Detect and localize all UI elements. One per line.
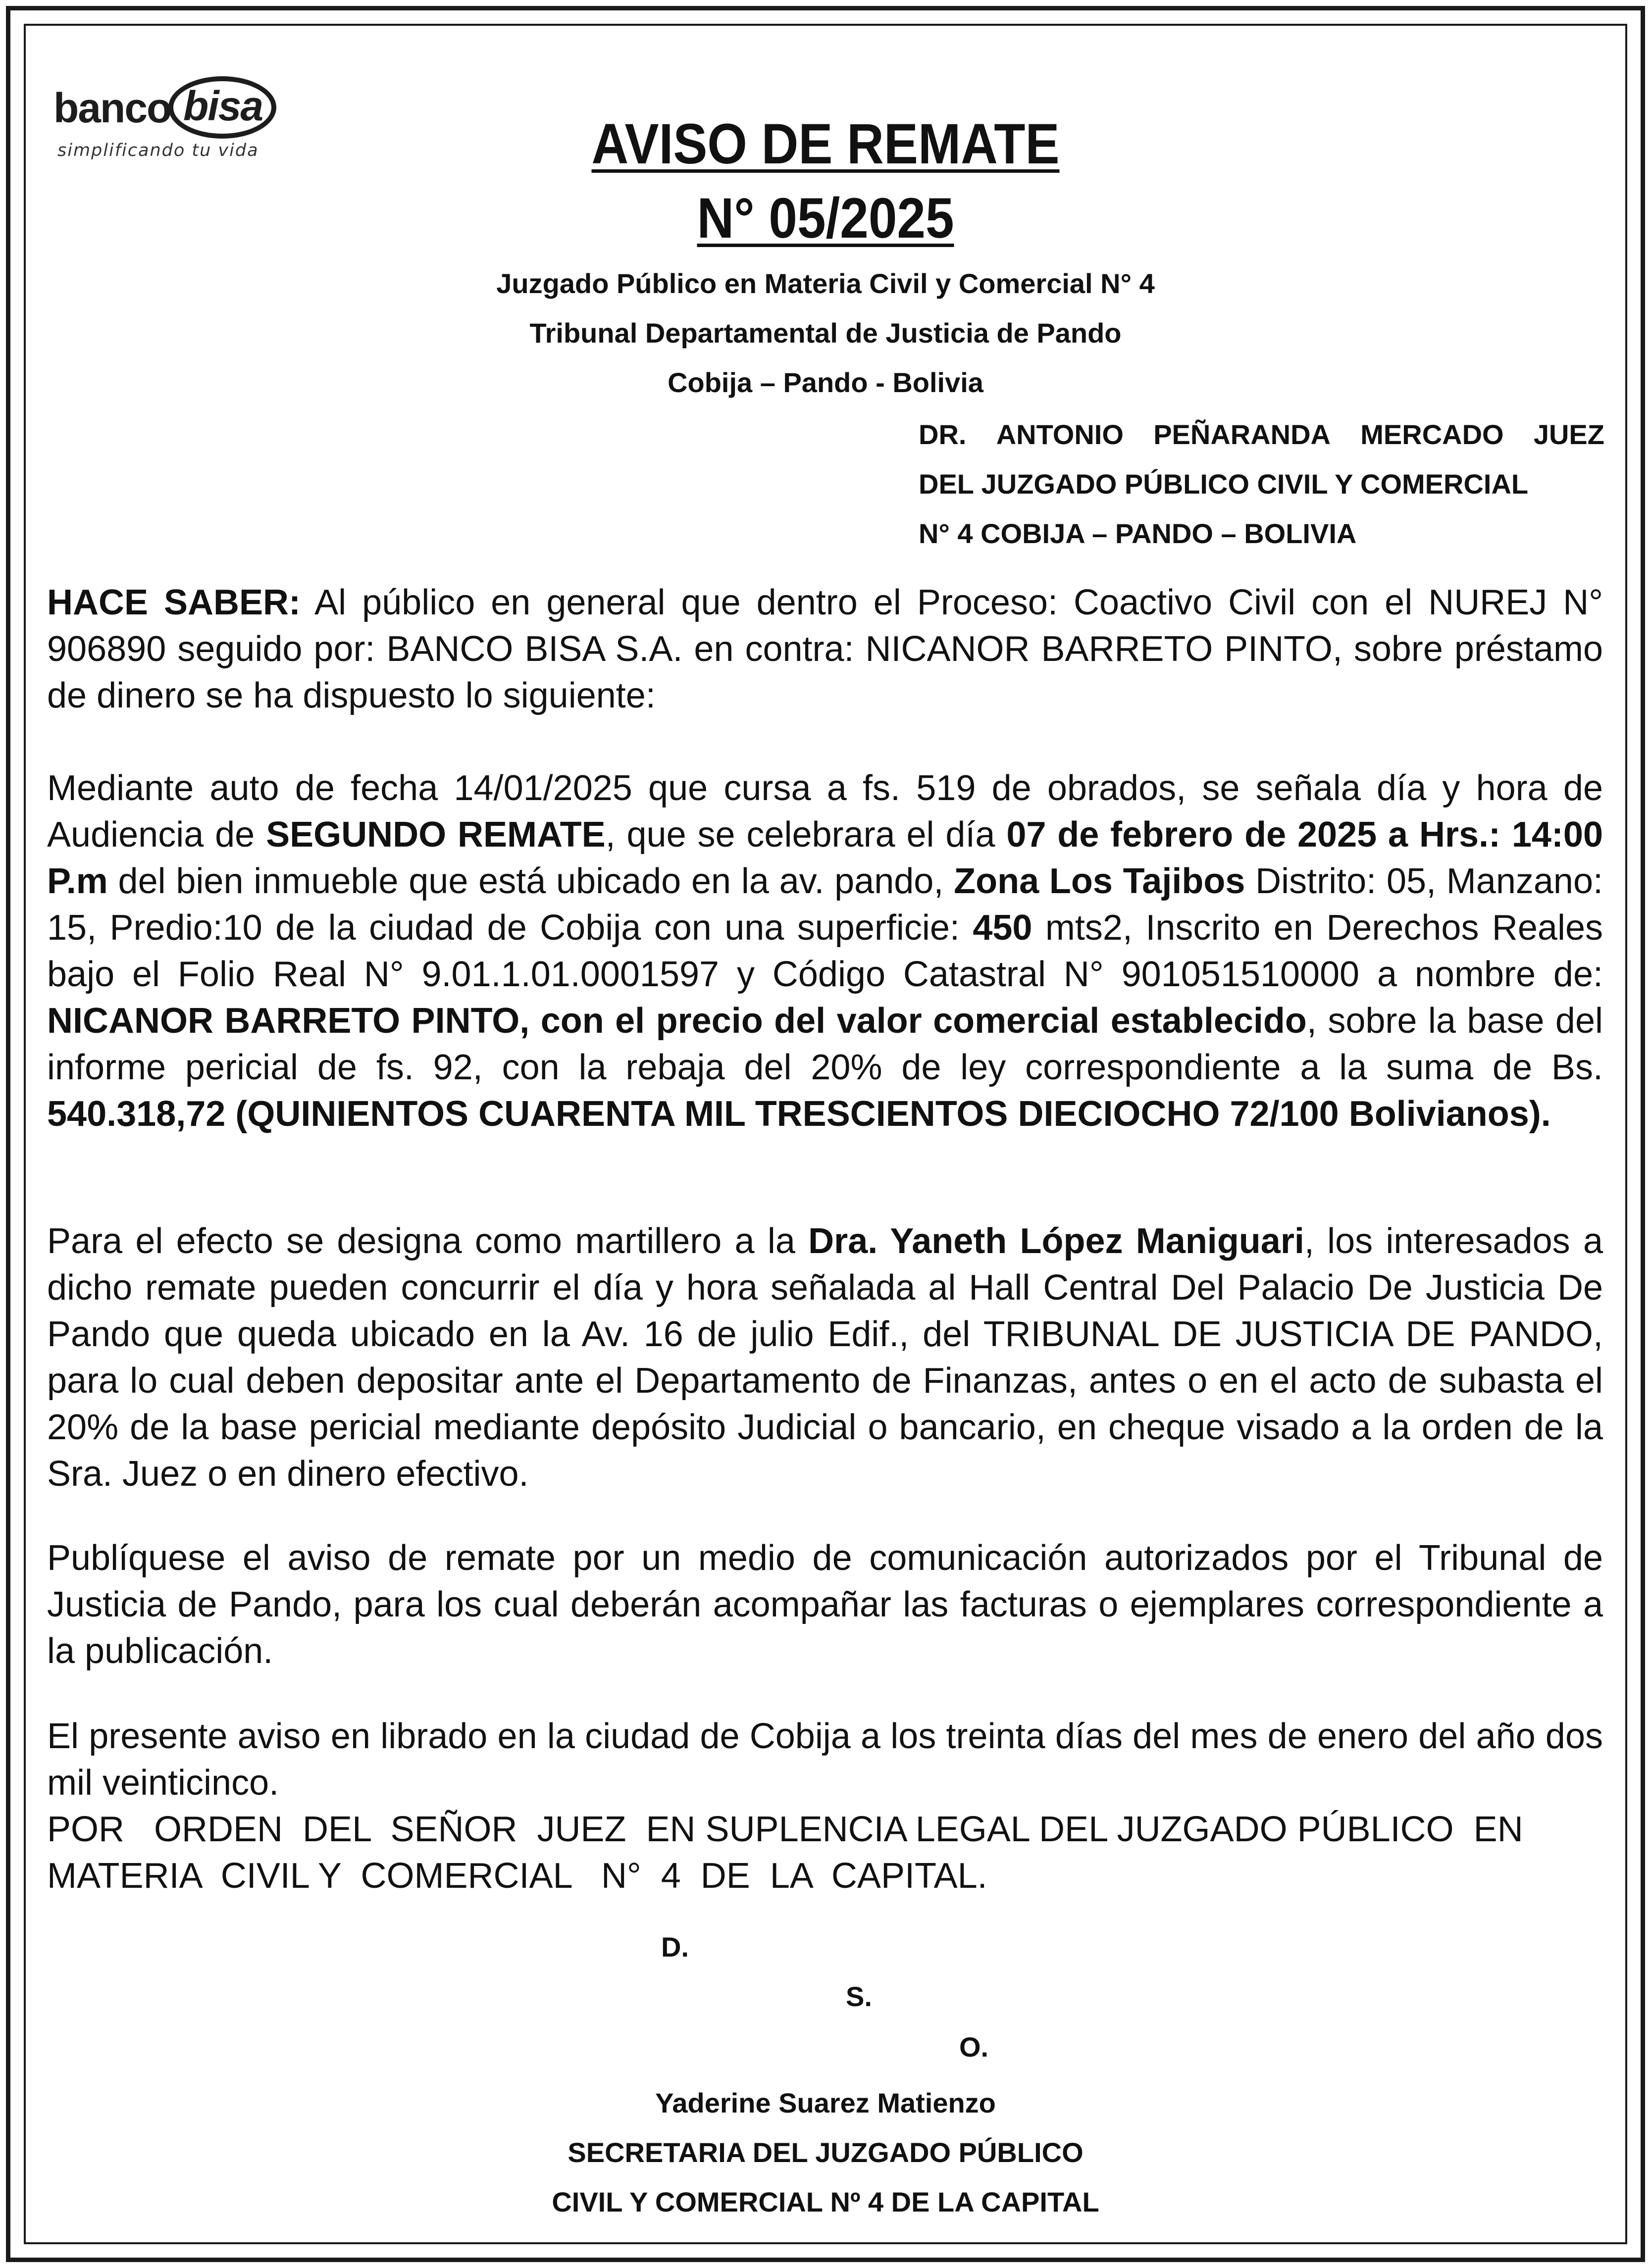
base-price: 540.318,72 (QUINIENTOS CUARENTA MIL TRESCIENTOS DIECIOCHO 72/100 Bolivianos).: [47, 1094, 1551, 1134]
auctioneer-name: Dra. Yaneth López Maniguari: [808, 1221, 1304, 1261]
judge-line-2: DEL JUZGADO PÚBLICO CIVIL Y COMERCIAL: [919, 468, 1529, 500]
judge-title: DR.: [919, 419, 967, 450]
paragraph-text: Al público en general que dentro el Proceso: Coactivo Civil con el NUREJ N° 906890 seguido por: BANCO BISA S.A. en contra: NICANOR BARRETO PINTO, sobre préstamo de dinero se ha dispuesto lo siguiente:: [47, 583, 1603, 715]
property-area: 450: [973, 908, 1032, 948]
text-run: , los interesados a dicho remate pueden concurrir el día y hora señalada al Hall Central Del Palacio De Justicia De Pando que queda ubicado en la Av. 16 de julio Edif., del TRIBUNAL DE JUSTICIA DE PANDO, para lo cual deben depositar ante el Departamento de Finanzas, antes o en el acto de subasta el 20% de la base pericial mediante depósito Judicial o bancario, en cheque visado a la orden de la Sra. Juez o en dinero efectivo.: [47, 1221, 1603, 1494]
judge-line-1: [919, 418, 1604, 451]
location: Cobija – Pando - Bolivia: [668, 367, 983, 398]
judge-surname-1: PEÑARANDA: [1153, 419, 1331, 450]
text-run: , que se celebrara el día: [605, 815, 1007, 855]
paragraph-auction-details: [47, 765, 1603, 1137]
logo-banco-text: banco: [53, 85, 171, 131]
signer-name: Yaderine Suarez Matienzo: [655, 2087, 996, 2118]
logo-tagline: simplificando tu vida: [57, 141, 259, 160]
signer-title-2: CIVIL Y COMERCIAL Nº 4 DE LA CAPITAL: [552, 2186, 1099, 2218]
text-run: , sobre la base del informe pericial de fs. 92, con la rebaja del 20% de ley correspondiente a la suma de Bs.: [47, 1001, 1603, 1087]
paragraph-text: POR ORDEN DEL SEÑOR JUEZ EN SUPLENCIA LEGAL DEL JUZGADO PÚBLICO EN MATERIA CIVIL Y COMERCIAL N° 4 DE LA CAPITAL.: [47, 1810, 1533, 1896]
judge-line-3: N° 4 COBIJA – PANDO – BOLIVIA: [919, 518, 1357, 549]
owner-name: NICANOR BARRETO PINTO, con el precio del valor comercial establecido: [47, 1001, 1307, 1041]
auction-date: 07 de febrero de 2025 a Hrs.: 14:00 P.m: [47, 815, 1603, 901]
paragraph-publication: [47, 1535, 1603, 1674]
logo-bisa-text: bisa: [183, 83, 263, 129]
text-run: mts2, Inscrito en Derechos Reales bajo el Folio Real N° 9.01.1.01.0001597 y Código Catastral N° 901051510000 a nombre de:: [47, 908, 1603, 994]
text-run: Distrito: 05, Manzano: 15, Predio:10 de la ciudad de Cobija con una superficie:: [47, 861, 1603, 948]
judge-surname-2: MERCADO: [1360, 419, 1504, 450]
text-run: Para el efecto se designa como martillero a la: [47, 1221, 809, 1261]
paragraph-order: [47, 1806, 1603, 1899]
judge-role: JUEZ: [1533, 419, 1604, 450]
court-name: Juzgado Público en Materia Civil y Comercial N° 4: [496, 268, 1155, 299]
paragraph-auctioneer: [47, 1218, 1603, 1497]
tribunal-name: Tribunal Departamental de Justicia de Pando: [529, 317, 1122, 349]
notice-number: N° 05/2025: [697, 187, 954, 250]
auction-type: SEGUNDO REMATE: [266, 815, 606, 855]
paragraph-text: Publíquese el aviso de remate por un medio de comunicación autorizados por el Tribunal de Justicia de Pando, para los cual deberán acompañar las facturas o ejemplares correspondiente a la publicación.: [47, 1538, 1603, 1671]
closing-d: D.: [661, 1931, 689, 1963]
property-zone: Zona Los Tajibos: [954, 861, 1245, 901]
paragraph-hace-saber: [47, 579, 1603, 719]
paragraph-text: El presente aviso en librado en la ciudad de Cobija a los treinta días del mes de enero del año dos mil veinticinco.: [47, 1716, 1603, 1803]
signer-title-1: SECRETARIA DEL JUZGADO PÚBLICO: [568, 2137, 1083, 2168]
judge-first-name: ANTONIO: [996, 419, 1124, 450]
text-run: Mediante auto de fecha 14/01/2025 que cursa a fs. 519 de obrados, se señala día y hora de Audiencia de: [47, 768, 1603, 855]
notice-title: AVISO DE REMATE: [591, 112, 1060, 176]
paragraph-issued: [47, 1713, 1603, 1806]
closing-o: O.: [959, 2031, 989, 2063]
text-run: del bien inmueble que está ubicado en la av. pando,: [107, 861, 954, 901]
closing-s: S.: [846, 1981, 872, 2012]
hace-saber-label: HACE SABER:: [47, 583, 301, 622]
